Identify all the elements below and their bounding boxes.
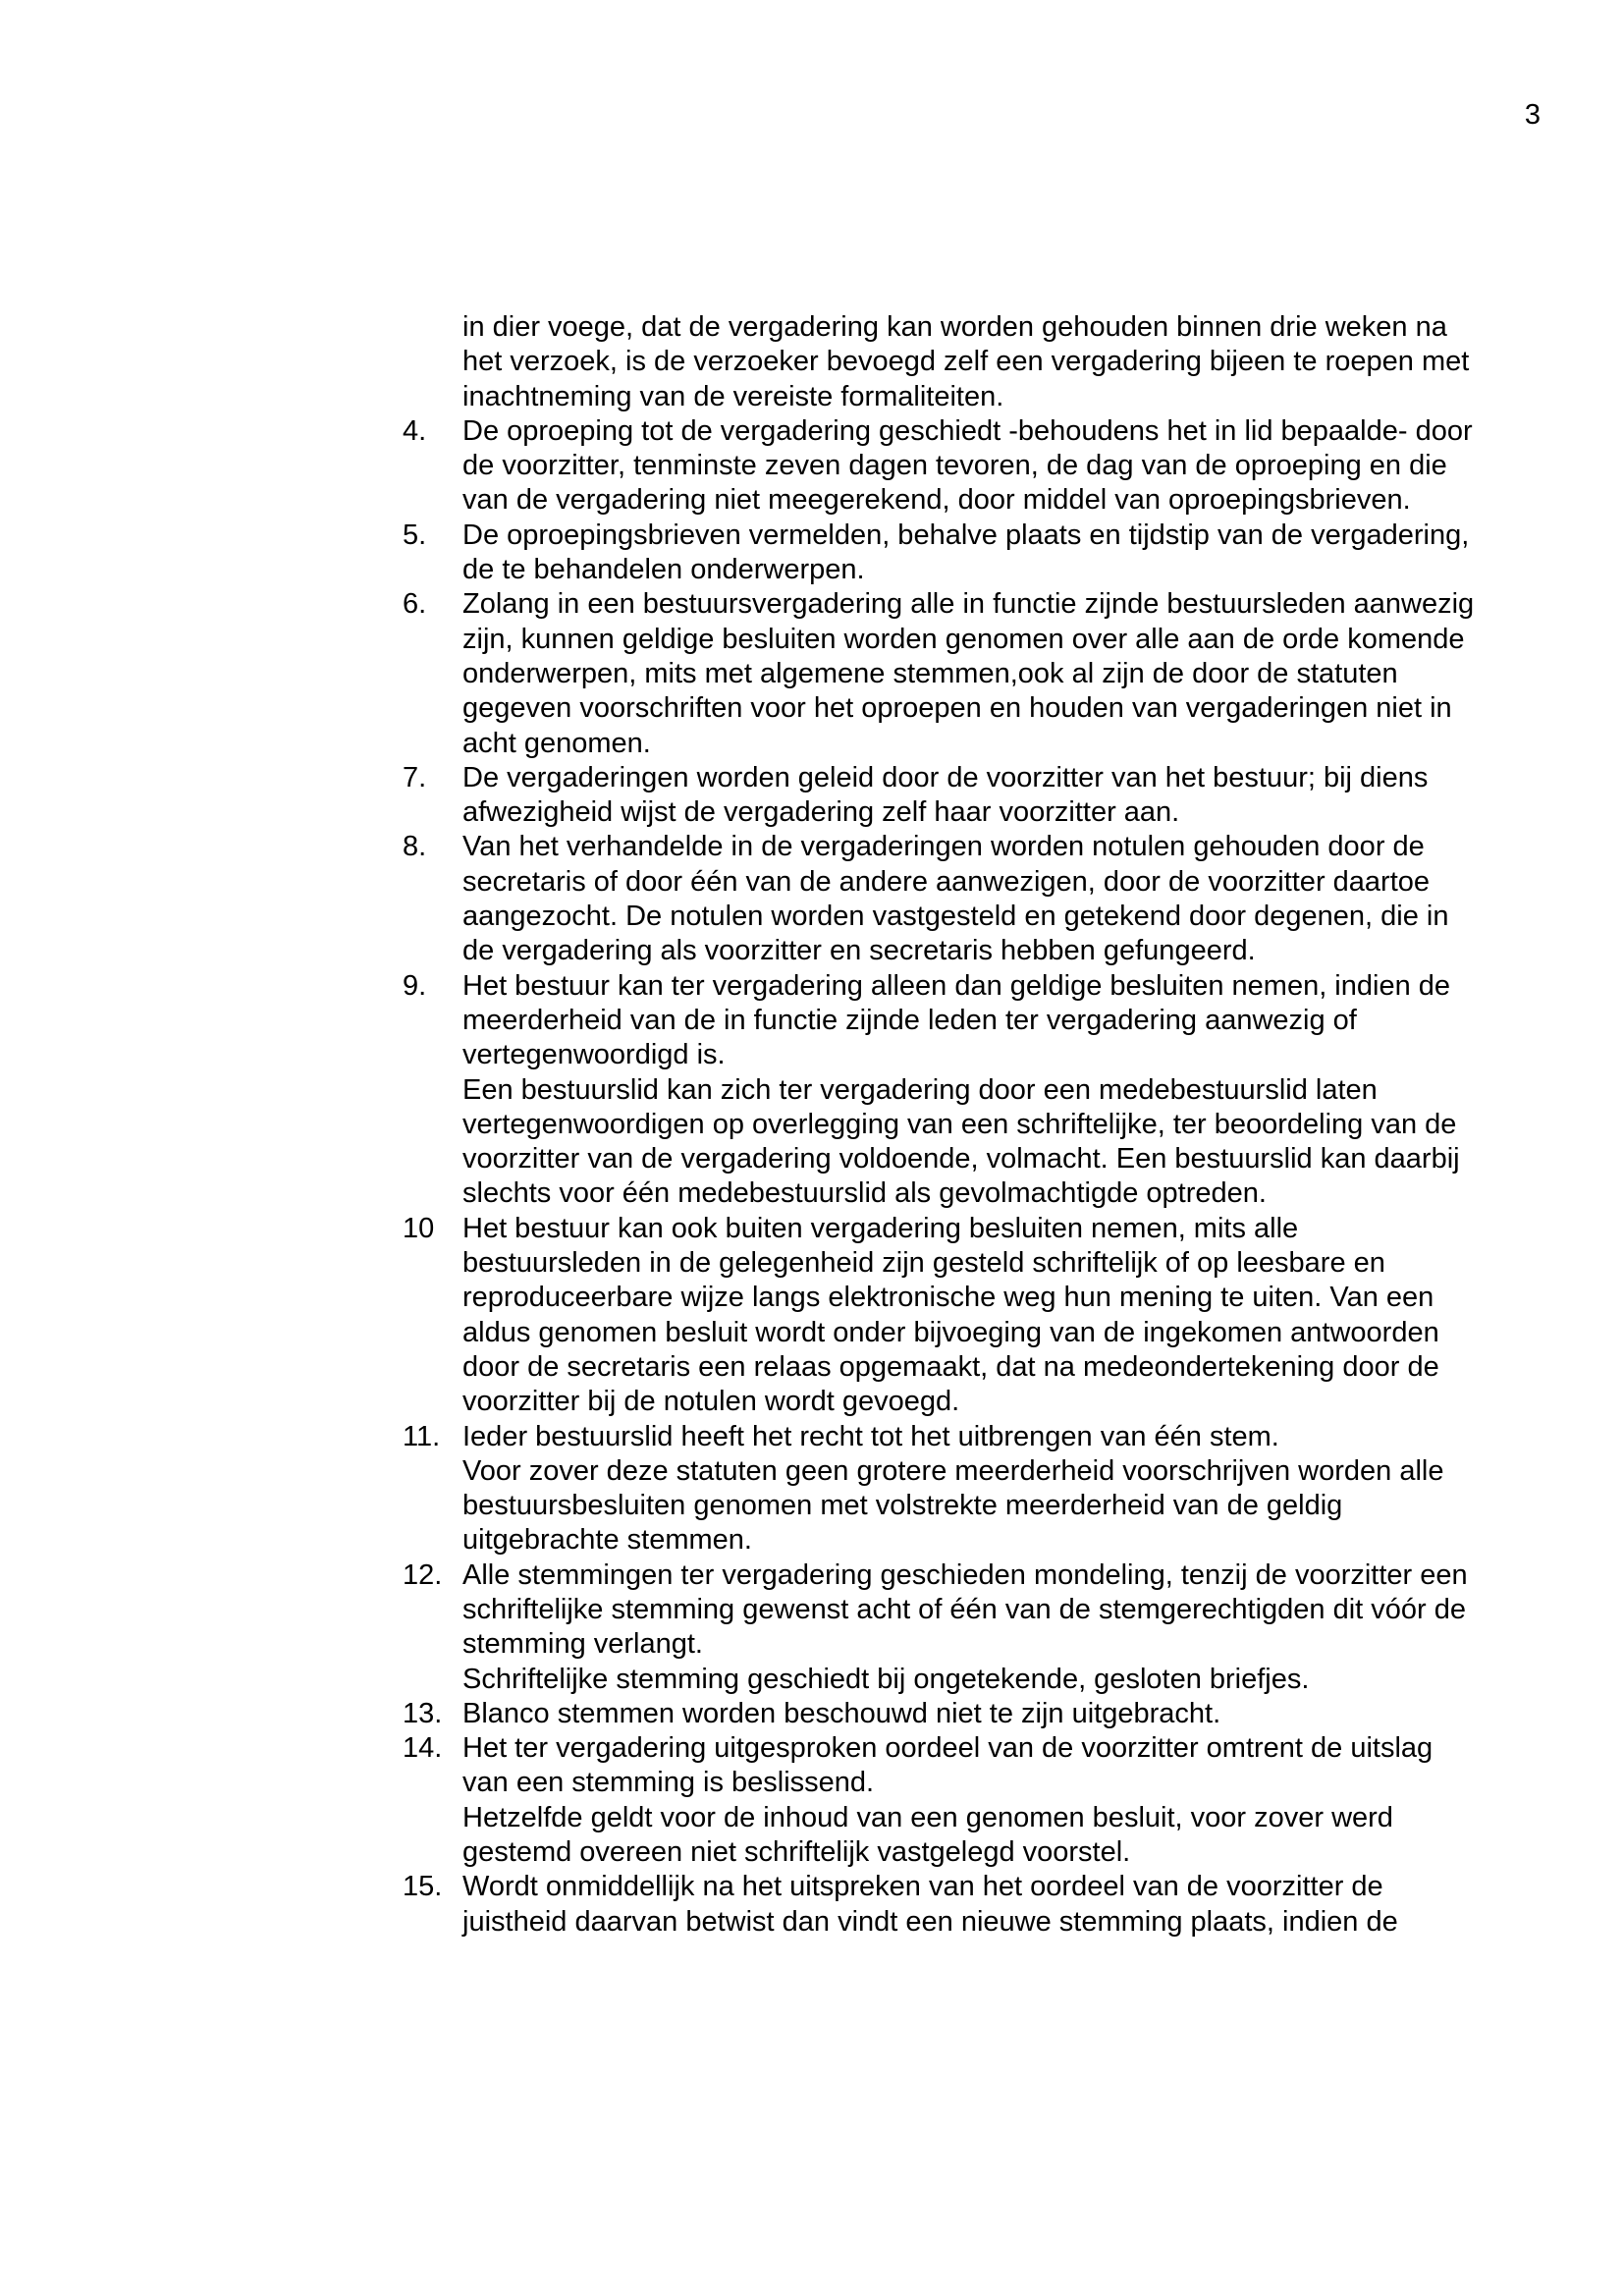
text-line: Zolang in een bestuursvergadering alle in functie zijnde bestuursleden aanwezig: [462, 588, 1475, 621]
text-line: acht genomen.: [462, 727, 651, 759]
text-line: voorzitter van de vergadering voldoende, volmacht. Een bestuurslid kan daarbij: [462, 1143, 1460, 1175]
list-item: [403, 414, 1551, 519]
text-line: De oproeping tot de vergadering geschiedt -behoudens het in lid bepaalde- door: [462, 414, 1473, 447]
text-line: reproduceerbare wijze langs elektronische weg hun mening te uiten. Van een: [462, 1282, 1434, 1314]
text-line: Het bestuur kan ook buiten vergadering besluiten nemen, mits alle: [462, 1212, 1299, 1244]
list-item: [403, 519, 1551, 588]
text-line: De vergaderingen worden geleid door de voorzitter van het bestuur; bij diens: [462, 761, 1429, 793]
list-item: [403, 1697, 1551, 1731]
list-item: [403, 1558, 1551, 1697]
list-item: [403, 1870, 1551, 1940]
document-body: [403, 310, 1551, 1940]
list-item-number: 7.: [403, 761, 427, 793]
text-line: de voorzitter, tenminste zeven dagen tevoren, de dag van de oproeping en die: [462, 450, 1447, 482]
text-line: Het ter vergadering uitgesproken oordeel van de voorzitter omtrent de uitslag: [462, 1732, 1434, 1765]
list-item-number: 15.: [403, 1871, 443, 1903]
list-item: [403, 1731, 1551, 1870]
text-line: secretaris of door één van de andere aanwezigen, door de voorzitter daartoe: [462, 865, 1431, 898]
text-line: aangezocht. De notulen worden vastgesteld en getekend door degenen, die in: [462, 901, 1449, 933]
text-line: Hetzelfde geldt voor de inhoud van een genomen besluit, voor zover werd: [462, 1801, 1393, 1833]
list-item-number: 14.: [403, 1732, 443, 1765]
text-line: gestemd overeen niet schriftelijk vastgelegd voorstel.: [462, 1836, 1131, 1869]
list-item-number: 8.: [403, 831, 427, 863]
text-line: voorzitter bij de notulen wordt gevoegd.: [462, 1386, 960, 1418]
text-line: afwezigheid wijst de vergadering zelf haar voorzitter aan.: [462, 796, 1180, 829]
text-line: door de secretaris een relaas opgemaakt, dat na medeondertekening door de: [462, 1350, 1439, 1383]
text-line: in dier voege, dat de vergadering kan worden gehouden binnen drie weken na: [462, 311, 1447, 343]
text-line: vertegenwoordigen op overlegging van een schriftelijke, ter beoordeling van de: [462, 1108, 1457, 1140]
text-line: gegeven voorschriften voor het oproepen en houden van vergaderingen niet in: [462, 692, 1452, 725]
list-item: [403, 1420, 1551, 1558]
list-item-number: 9.: [403, 969, 427, 1002]
text-line: slechts voor één medebestuurslid als gevolmachtigde optreden.: [462, 1177, 1267, 1210]
page-number: 3: [1524, 99, 1541, 131]
text-line: Blanco stemmen worden beschouwd niet te zijn uitgebracht.: [462, 1697, 1221, 1729]
text-line: Ieder bestuurslid heeft het recht tot het uitbrengen van één stem.: [462, 1420, 1279, 1452]
text-line: De oproepingsbrieven vermelden, behalve plaats en tijdstip van de vergadering,: [462, 519, 1470, 551]
text-line: stemming verlangt.: [462, 1628, 703, 1661]
numbered-list: [403, 414, 1551, 1940]
list-item: [403, 761, 1551, 831]
text-line: Alle stemmingen ter vergadering geschieden mondeling, tenzij de voorzitter een: [462, 1558, 1468, 1591]
list-item: [403, 587, 1551, 760]
text-line: Van het verhandelde in de vergaderingen worden notulen gehouden door de: [462, 831, 1425, 863]
list-item: [403, 1212, 1551, 1420]
text-line: Voor zover deze statuten geen grotere meerderheid voorschrijven worden alle: [462, 1454, 1444, 1487]
text-line: uitgebrachte stemmen.: [462, 1524, 752, 1557]
text-line: van een stemming is beslissend.: [462, 1767, 875, 1799]
text-line: Het bestuur kan ter vergadering alleen dan geldige besluiten nemen, indien de: [462, 969, 1451, 1002]
text-line: inachtneming van de vereiste formaliteiten.: [462, 380, 1004, 412]
list-item: [403, 969, 1551, 1212]
list-item-number: 12.: [403, 1558, 443, 1591]
list-item-number: 13.: [403, 1697, 443, 1729]
text-line: Een bestuurslid kan zich ter vergadering door een medebestuurslid laten: [462, 1073, 1378, 1106]
text-line: Wordt onmiddellijk na het uitspreken van het oordeel van de voorzitter de: [462, 1871, 1383, 1903]
text-line: juistheid daarvan betwist dan vindt een nieuwe stemming plaats, indien de: [462, 1905, 1398, 1938]
text-line: het verzoek, is de verzoeker bevoegd zelf een vergadering bijeen te roepen met: [462, 346, 1470, 378]
text-line: bestuursleden in de gelegenheid zijn gesteld schriftelijk of op leesbare en: [462, 1247, 1385, 1280]
text-line: vertegenwoordigd is.: [462, 1039, 726, 1071]
list-item-number: 11.: [403, 1420, 441, 1452]
text-line: Schriftelijke stemming geschiedt bij ongetekende, gesloten briefjes.: [462, 1663, 1310, 1695]
list-item-number: 4.: [403, 414, 427, 447]
intro-paragraph: [403, 310, 1551, 414]
list-item-number: 10: [403, 1212, 435, 1244]
text-line: onderwerpen, mits met algemene stemmen,ook al zijn de door de statuten: [462, 657, 1398, 689]
text-line: de te behandelen onderwerpen.: [462, 554, 865, 586]
list-item: [403, 830, 1551, 968]
text-line: van de vergadering niet meegerekend, door middel van oproepingsbrieven.: [462, 484, 1411, 517]
text-line: schriftelijke stemming gewenst acht of één van de stemgerechtigden dit vóór de: [462, 1593, 1466, 1625]
list-item-number: 5.: [403, 519, 427, 551]
text-line: de vergadering als voorzitter en secretaris hebben gefungeerd.: [462, 935, 1256, 967]
text-line: zijn, kunnen geldige besluiten worden genomen over alle aan de orde komende: [462, 623, 1465, 655]
text-line: aldus genomen besluit wordt onder bijvoeging van de ingekomen antwoorden: [462, 1316, 1439, 1348]
text-line: meerderheid van de in functie zijnde leden ter vergadering aanwezig of: [462, 1004, 1357, 1036]
text-line: bestuursbesluiten genomen met volstrekte meerderheid van de geldig: [462, 1490, 1343, 1522]
list-item-number: 6.: [403, 588, 427, 621]
